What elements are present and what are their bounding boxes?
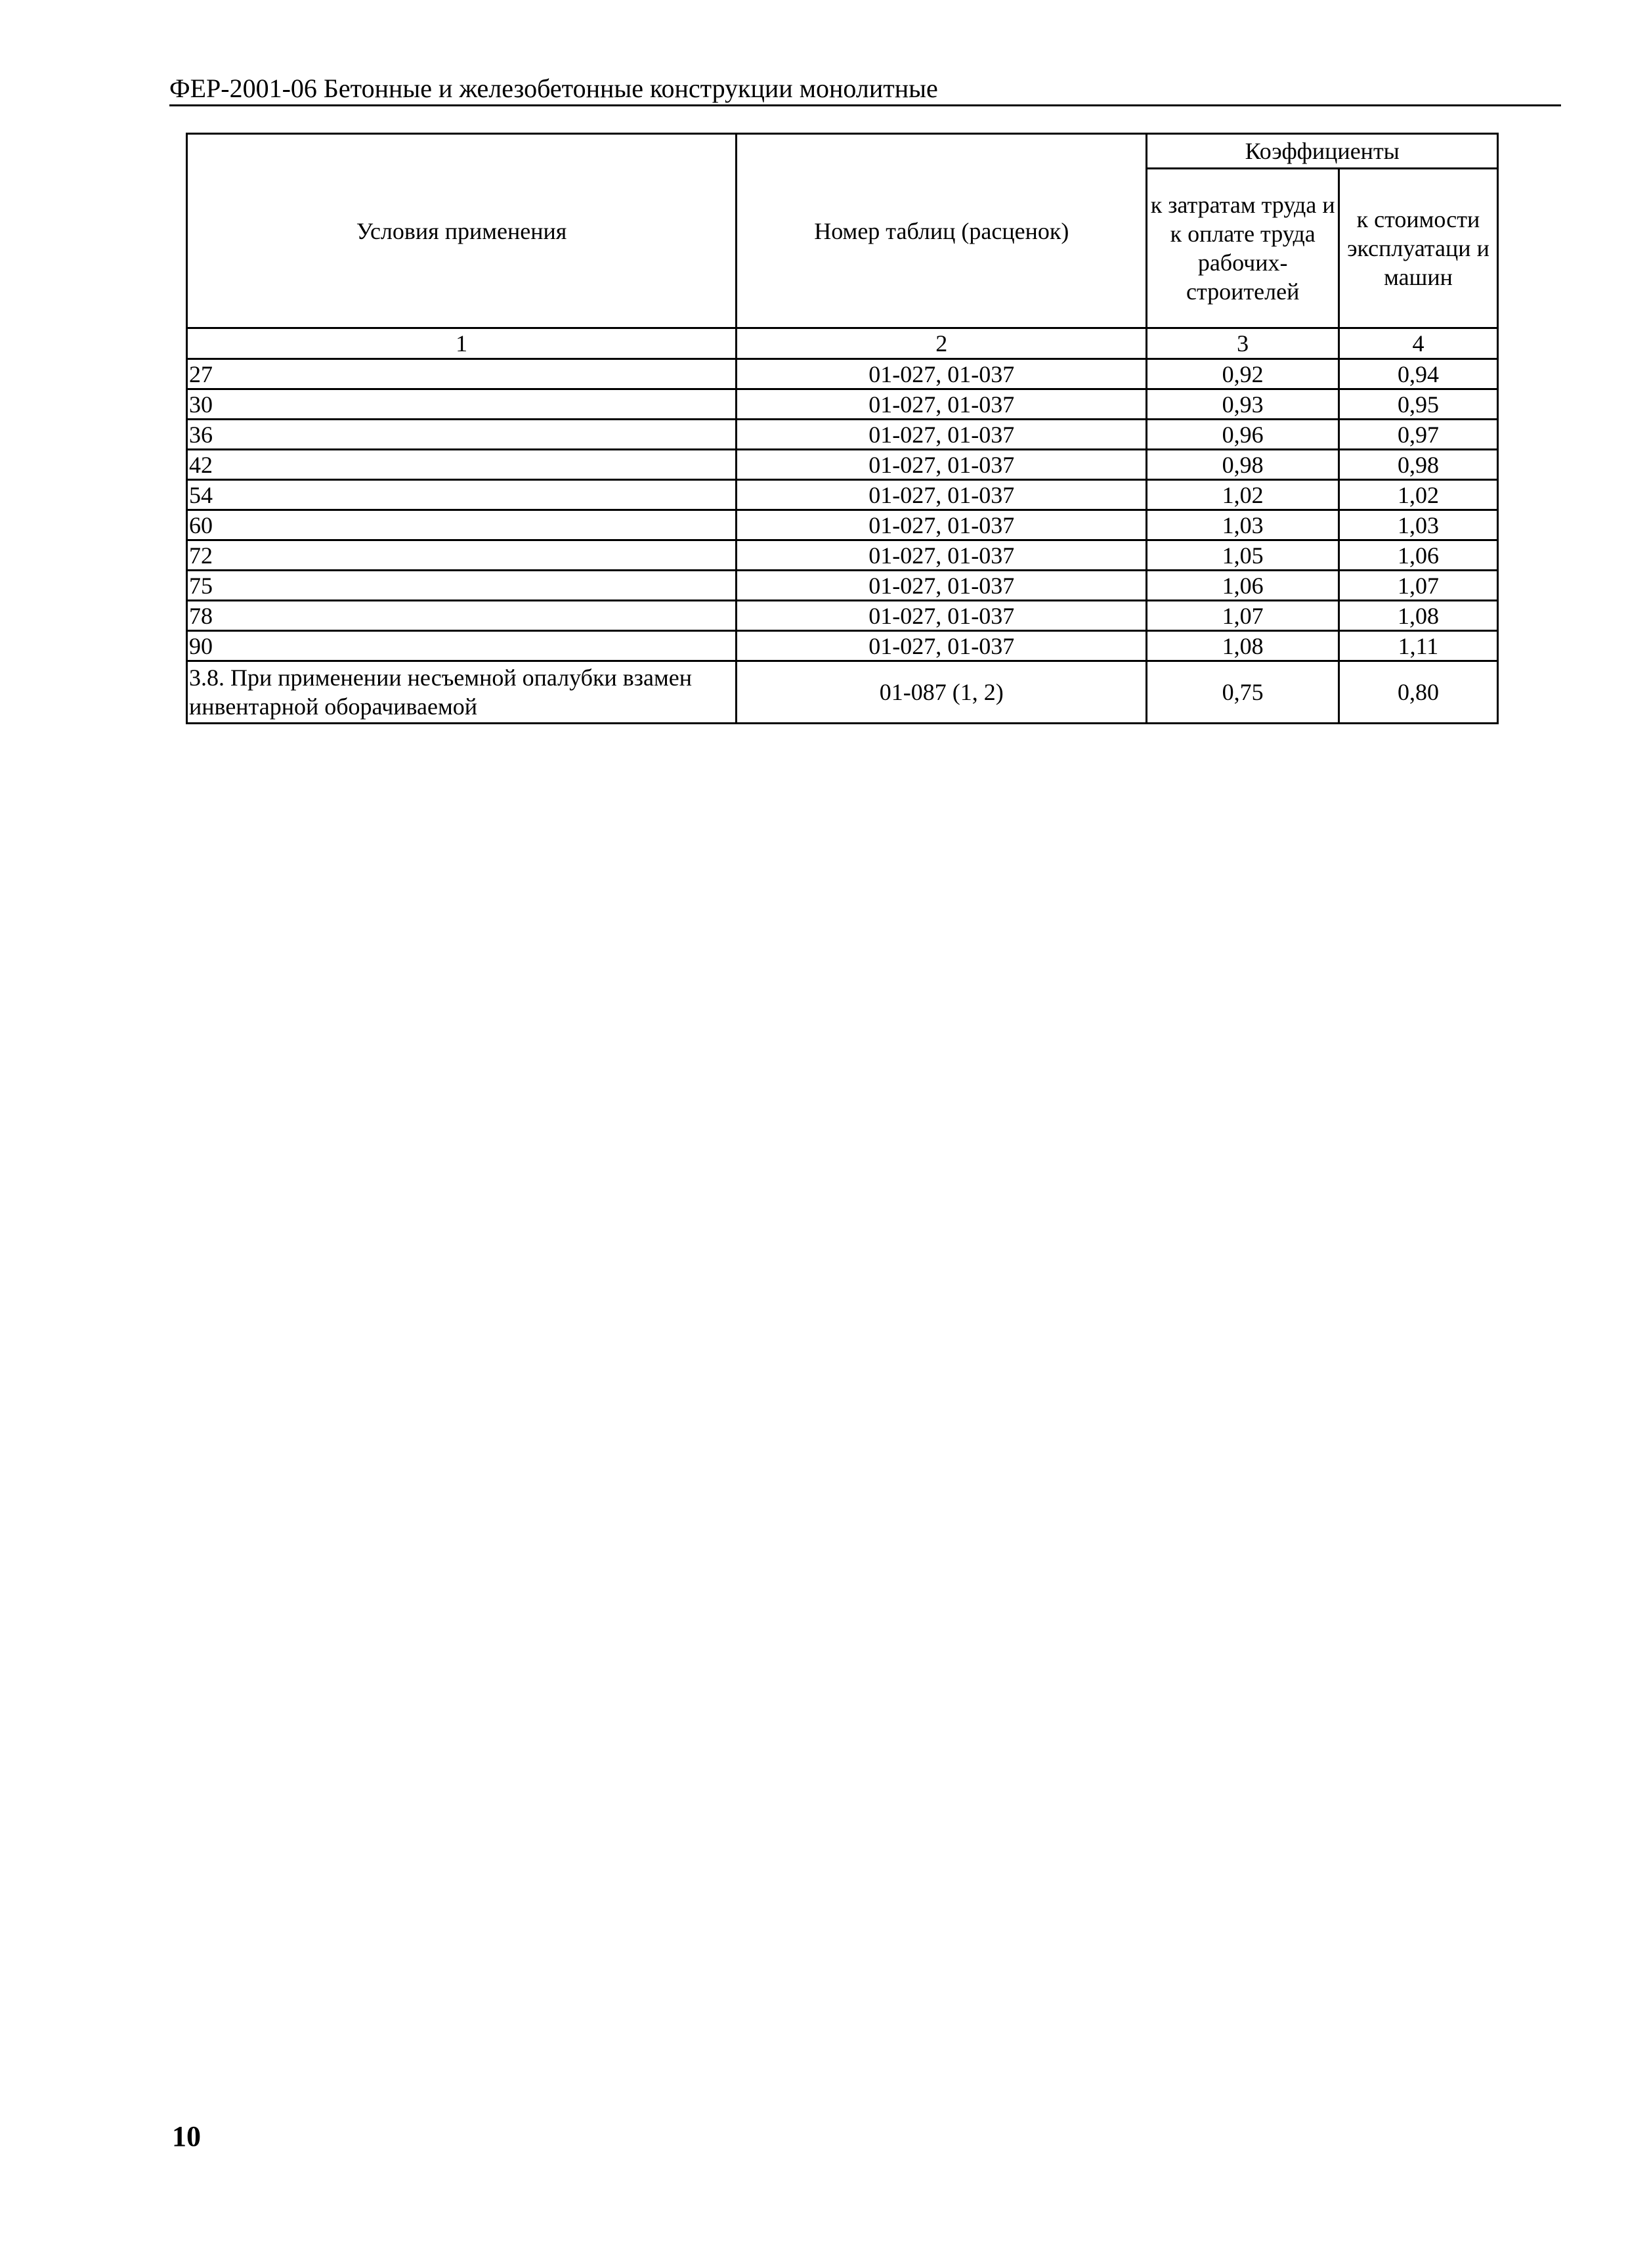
table-row xyxy=(187,389,1498,420)
labor-coef-cell: 0,96 xyxy=(1147,420,1338,450)
header-machine-coefficient: к стоимости эксплуатаци и машин xyxy=(1338,169,1497,328)
condition-cell: 75 xyxy=(187,571,737,601)
table-row xyxy=(187,480,1498,510)
tables-cell: 01-027, 01-037 xyxy=(737,480,1147,510)
labor-coef-cell: 1,03 xyxy=(1147,510,1338,540)
machine-coef-cell: 1,11 xyxy=(1338,631,1497,661)
machine-coef-cell: 0,98 xyxy=(1338,450,1497,480)
tables-cell: 01-027, 01-037 xyxy=(737,510,1147,540)
table-row xyxy=(187,510,1498,540)
tables-cell: 01-027, 01-037 xyxy=(737,359,1147,389)
machine-coef-cell: 1,03 xyxy=(1338,510,1497,540)
condition-cell: 3.8. При применении несъемной опалубки взамен инвентарной оборачиваемой xyxy=(187,661,737,724)
tables-cell: 01-027, 01-037 xyxy=(737,601,1147,631)
coefficients-table xyxy=(186,133,1499,724)
labor-coef-cell: 1,08 xyxy=(1147,631,1338,661)
labor-coef-cell: 0,93 xyxy=(1147,389,1338,420)
labor-coef-cell: 1,06 xyxy=(1147,571,1338,601)
tables-cell: 01-027, 01-037 xyxy=(737,450,1147,480)
labor-coef-cell: 0,92 xyxy=(1147,359,1338,389)
tables-cell: 01-027, 01-037 xyxy=(737,389,1147,420)
tables-cell: 01-027, 01-037 xyxy=(737,631,1147,661)
condition-cell: 30 xyxy=(187,389,737,420)
labor-coef-cell: 0,75 xyxy=(1147,661,1338,724)
column-number: 1 xyxy=(187,328,737,359)
tables-cell: 01-027, 01-037 xyxy=(737,420,1147,450)
machine-coef-cell: 0,97 xyxy=(1338,420,1497,450)
condition-cell: 72 xyxy=(187,540,737,571)
condition-cell: 36 xyxy=(187,420,737,450)
table-row xyxy=(187,571,1498,601)
labor-coef-cell: 1,02 xyxy=(1147,480,1338,510)
table-row xyxy=(187,631,1498,661)
condition-cell: 42 xyxy=(187,450,737,480)
table-row xyxy=(187,661,1498,724)
labor-coef-cell: 0,98 xyxy=(1147,450,1338,480)
condition-cell: 90 xyxy=(187,631,737,661)
page-header xyxy=(169,74,1561,106)
column-number: 3 xyxy=(1147,328,1338,359)
machine-coef-cell: 0,95 xyxy=(1338,389,1497,420)
condition-cell: 60 xyxy=(187,510,737,540)
tables-cell: 01-087 (1, 2) xyxy=(737,661,1147,724)
document-title: ФЕР-2001-06 Бетонные и железобетонные конструкции монолитные xyxy=(169,74,938,103)
machine-coef-cell: 1,08 xyxy=(1338,601,1497,631)
machine-coef-cell: 1,02 xyxy=(1338,480,1497,510)
tables-cell: 01-027, 01-037 xyxy=(737,540,1147,571)
tables-cell: 01-027, 01-037 xyxy=(737,571,1147,601)
machine-coef-cell: 0,94 xyxy=(1338,359,1497,389)
column-number-row xyxy=(187,328,1498,359)
labor-coef-cell: 1,07 xyxy=(1147,601,1338,631)
header-conditions: Условия применения xyxy=(187,134,737,328)
condition-cell: 27 xyxy=(187,359,737,389)
table-row xyxy=(187,359,1498,389)
header-table-numbers: Номер таблиц (расценок) xyxy=(737,134,1147,328)
table-row xyxy=(187,601,1498,631)
machine-coef-cell: 1,07 xyxy=(1338,571,1497,601)
table-row xyxy=(187,540,1498,571)
machine-coef-cell: 1,06 xyxy=(1338,540,1497,571)
condition-cell: 54 xyxy=(187,480,737,510)
labor-coef-cell: 1,05 xyxy=(1147,540,1338,571)
page-number: 10 xyxy=(172,2120,201,2152)
column-number: 4 xyxy=(1338,328,1497,359)
header-labor-coefficient: к затратам труда и к оплате труда рабочих-строителей xyxy=(1147,169,1338,328)
table-row xyxy=(187,420,1498,450)
column-number: 2 xyxy=(737,328,1147,359)
table-row xyxy=(187,450,1498,480)
machine-coef-cell: 0,80 xyxy=(1338,661,1497,724)
condition-cell: 78 xyxy=(187,601,737,631)
header-coefficients: Коэффициенты xyxy=(1147,134,1498,169)
